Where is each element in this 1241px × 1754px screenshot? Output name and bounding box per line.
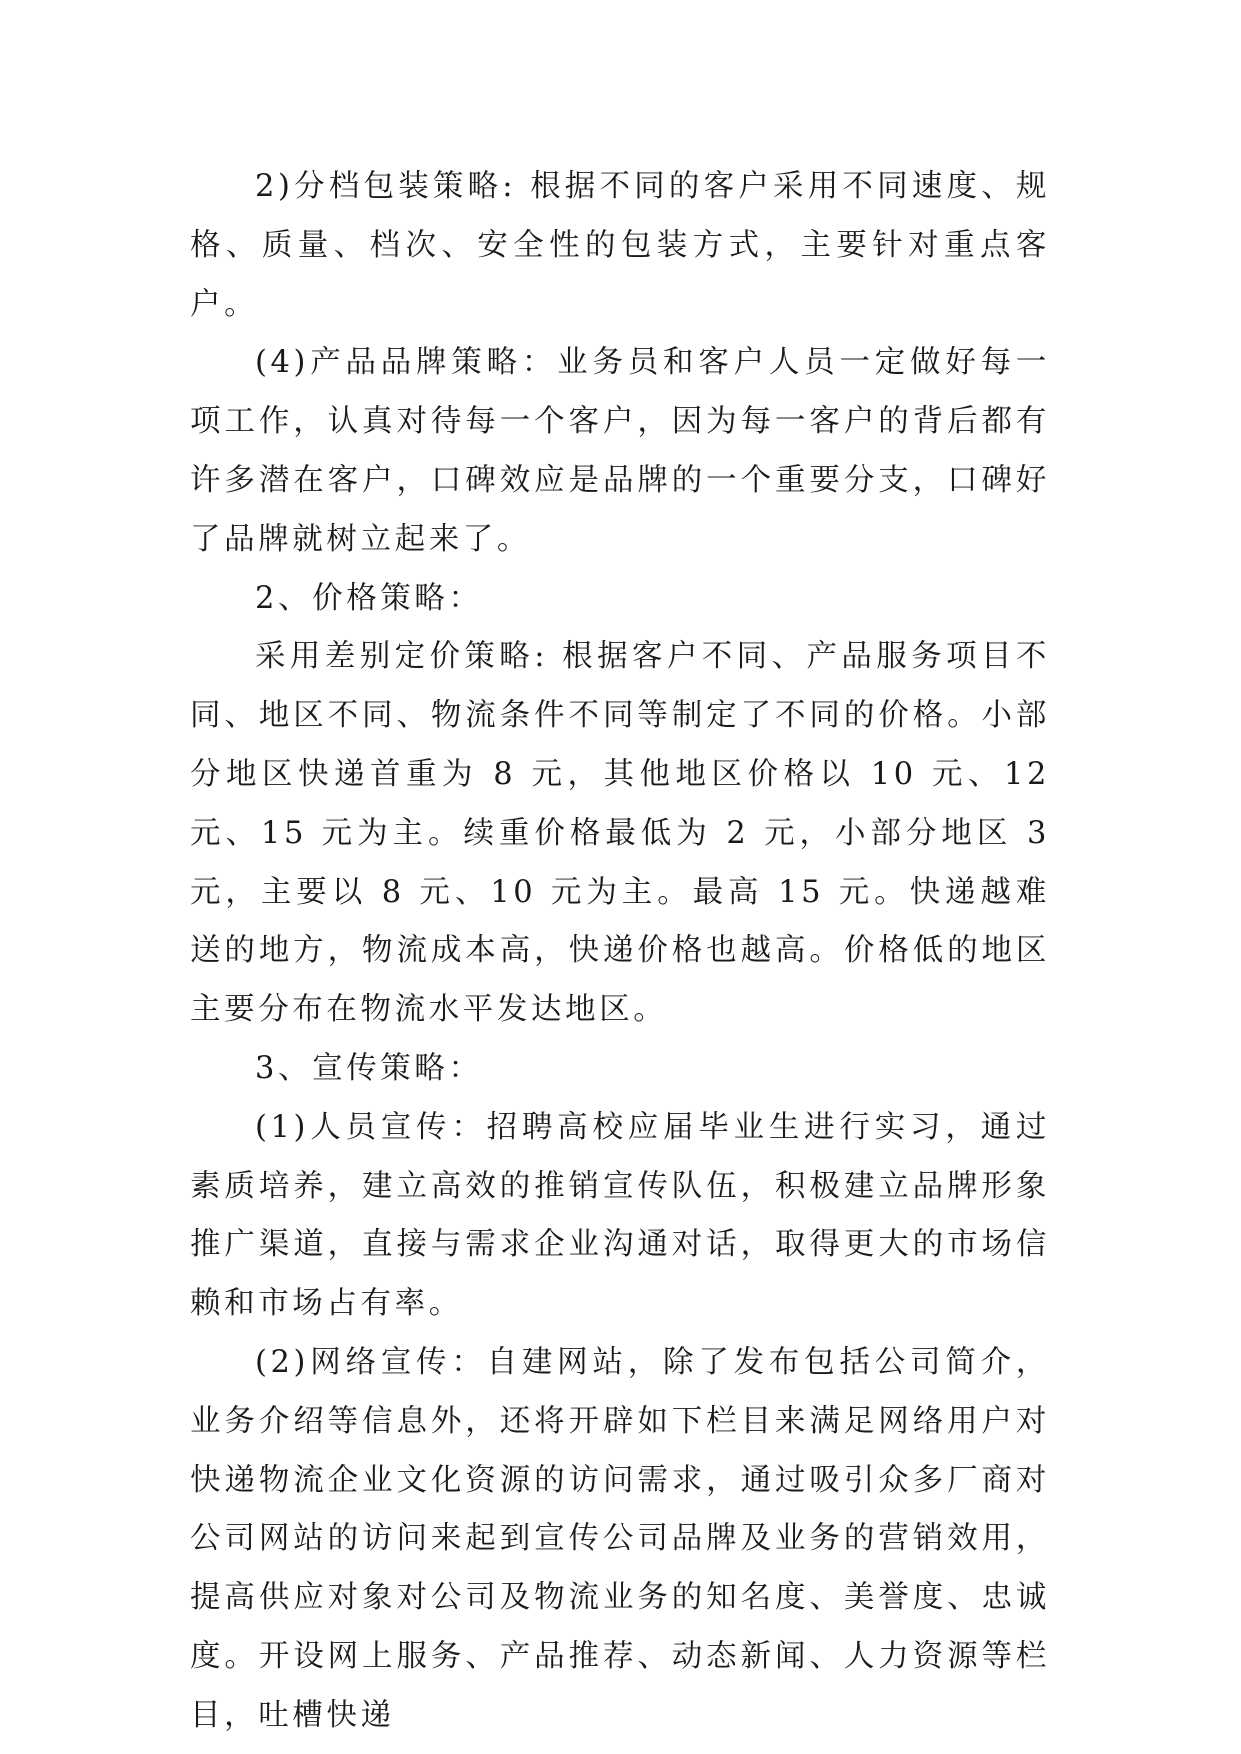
paragraph-personnel-promotion: (1)人员宣传：招聘高校应届毕业生进行实习，通过素质培养，建立高效的推销宣传队伍，积极建立品牌形象推广渠道，直接与需求企业沟通对话，取得更大的市场信赖和市场占有率。 [190, 1109, 1050, 1322]
paragraph-brand-strategy: (4)产品品牌策略：业务员和客户人员一定做好每一项工作，认真对待每一个客户，因为每一客户的背后都有许多潜在客户，口碑效应是品牌的一个重要分支，口碑好了品牌就树立起来了。 [190, 345, 1050, 557]
heading-promotion-strategy: 3、宣传策略： [255, 1050, 483, 1086]
heading-price-strategy: 2、价格策略： [255, 580, 483, 616]
paragraph-price-details: 采用差别定价策略: 根据客户不同、产品服务项目不同、地区不同、物流条件不同等制定了不同的价格。小部分地区快递首重为 8 元，其他地区价格以 10 元、12 元、15 元为主。续重价格最低为 2 元，小部分地区 3 元，主要以 8 元、10 元为主。最高 15 元。快递越难送的地方，物流成本高，快递价格也越高。价格低的地区主要分布在物流水平发达地区。 [190, 639, 1050, 1028]
document-body [190, 158, 1050, 1746]
paragraph-packaging-strategy: 2)分档包装策略: 根据不同的客户采用不同速度、规格、质量、档次、安全性的包装方式，主要针对重点客户。 [190, 169, 1050, 322]
paragraph-online-promotion: (2)网络宣传：自建网站，除了发布包括公司简介，业务介绍等信息外，还将开辟如下栏目来满足网络用户对快递物流企业文化资源的访问需求，通过吸引众多厂商对公司网站的访问来起到宣传公司品牌及业务的营销效用，提高供应对象对公司及物流业务的知名度、美誉度、忠诚度。开设网上服务、产品推荐、动态新闻、人力资源等栏目，吐槽快递 [190, 1344, 1050, 1733]
